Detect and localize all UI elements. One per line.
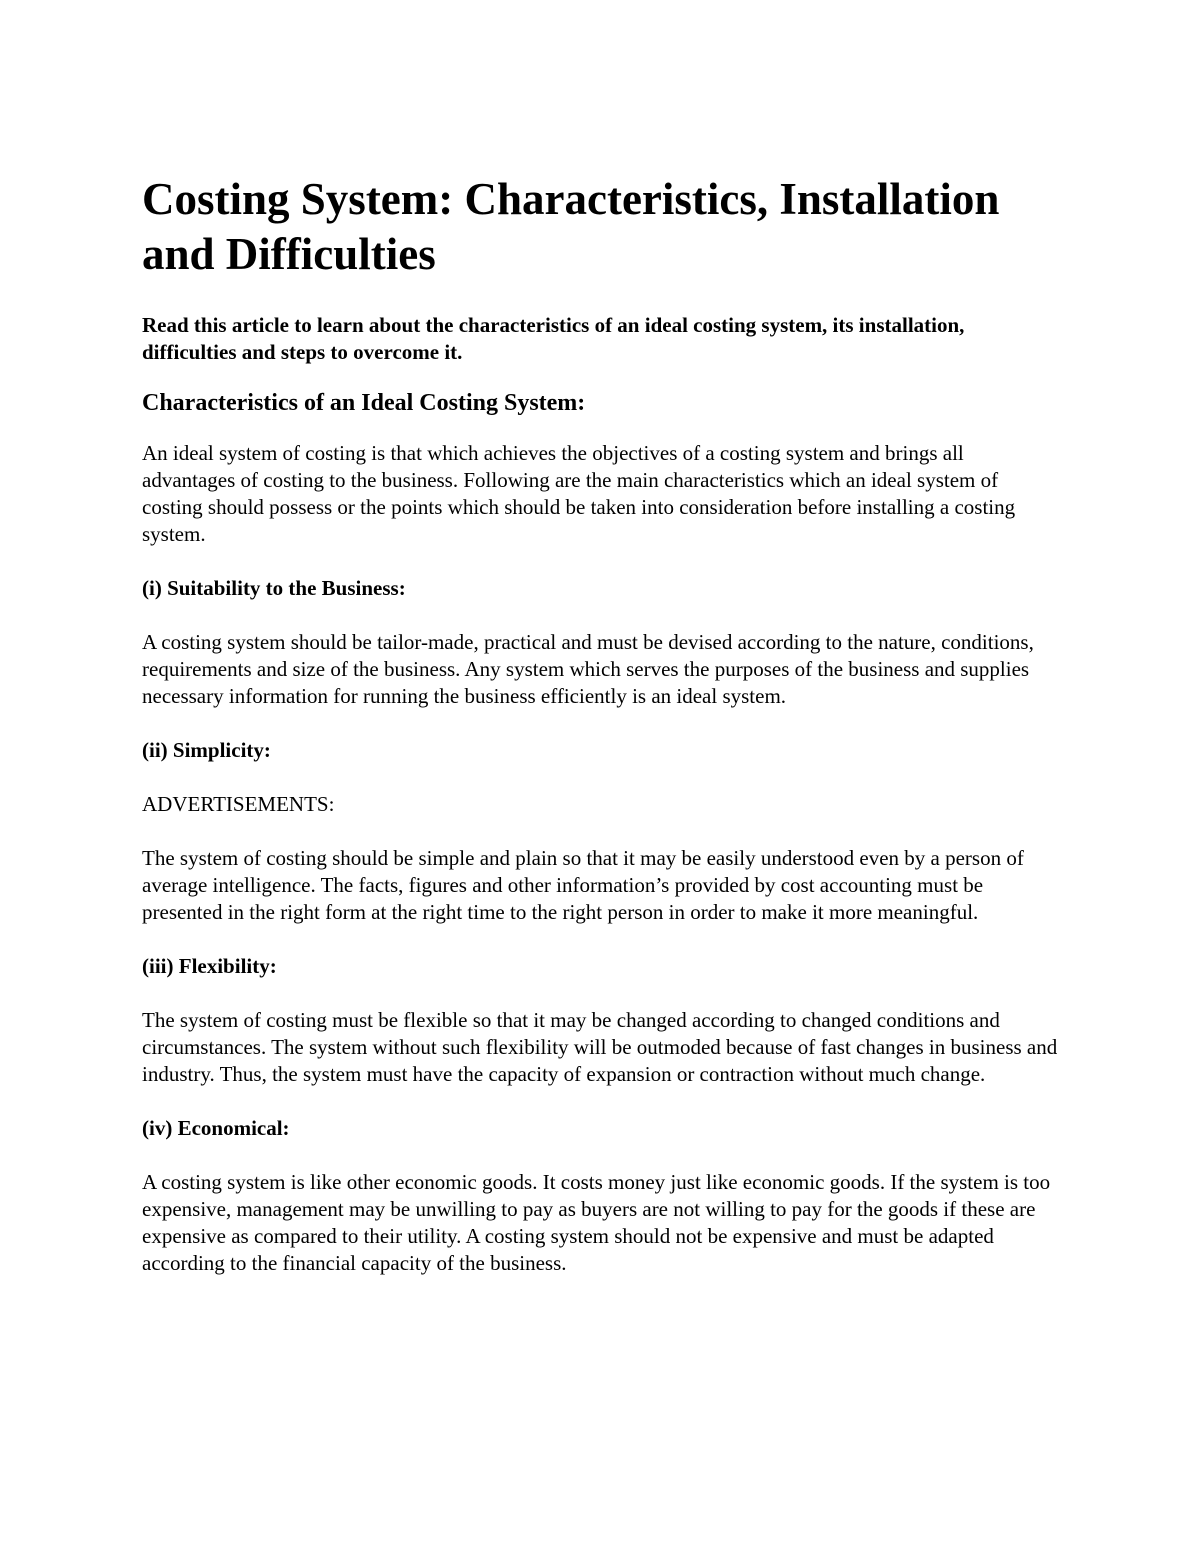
paragraph: An ideal system of costing is that which achieves the objectives of a costing system and brings all advantages of costing to the business. Following are the main characteristics which an ideal system of costing should possess or the points which should be taken into consideration before installing a costing system. xyxy=(142,441,1016,546)
paragraph: The system of costing must be flexible so that it may be changed according to changed conditions and circumstances. The system without such flexibility will be outmoded because of fast changes in business and industry. Thus, the system must have the capacity of expansion or contraction without much change. xyxy=(142,1008,1058,1086)
paragraph: The system of costing should be simple and plain so that it may be easily understood even by a person of average intelligence. The facts, figures and other information’s provided by cost accounting must be presented in the right form at the right time to the right person in order to make it more meaningful. xyxy=(142,846,1024,924)
subheading: (i) Suitability to the Business: xyxy=(142,576,406,600)
paragraph: A costing system is like other economic goods. It costs money just like economic goods. If the system is too expensive, management may be unwilling to pay as buyers are not willing to pay for the goods if these are expensive as compared to their utility. A costing system should not be expensive and must be adapted according to the financial capacity of the business. xyxy=(142,1170,1051,1275)
subheading: (ii) Simplicity: xyxy=(142,738,271,762)
section-heading: Characteristics of an Ideal Costing System: xyxy=(142,390,586,416)
advertisement-label: ADVERTISEMENTS: xyxy=(142,792,335,816)
subheading: (iv) Economical: xyxy=(142,1116,290,1140)
subheading: (iii) Flexibility: xyxy=(142,954,277,978)
paragraph: A costing system should be tailor-made, practical and must be devised according to the nature, conditions, requirements and size of the business. Any system which serves the purposes of the business and supplies necessary information for running the business efficiently is an ideal system. xyxy=(142,630,1034,708)
document-title: Costing System: Characteristics, Installation and Difficulties xyxy=(142,174,1000,279)
document-content xyxy=(142,172,1062,1304)
intro-paragraph: Read this article to learn about the characteristics of an ideal costing system, its installation, difficulties and steps to overcome it. xyxy=(142,313,965,364)
